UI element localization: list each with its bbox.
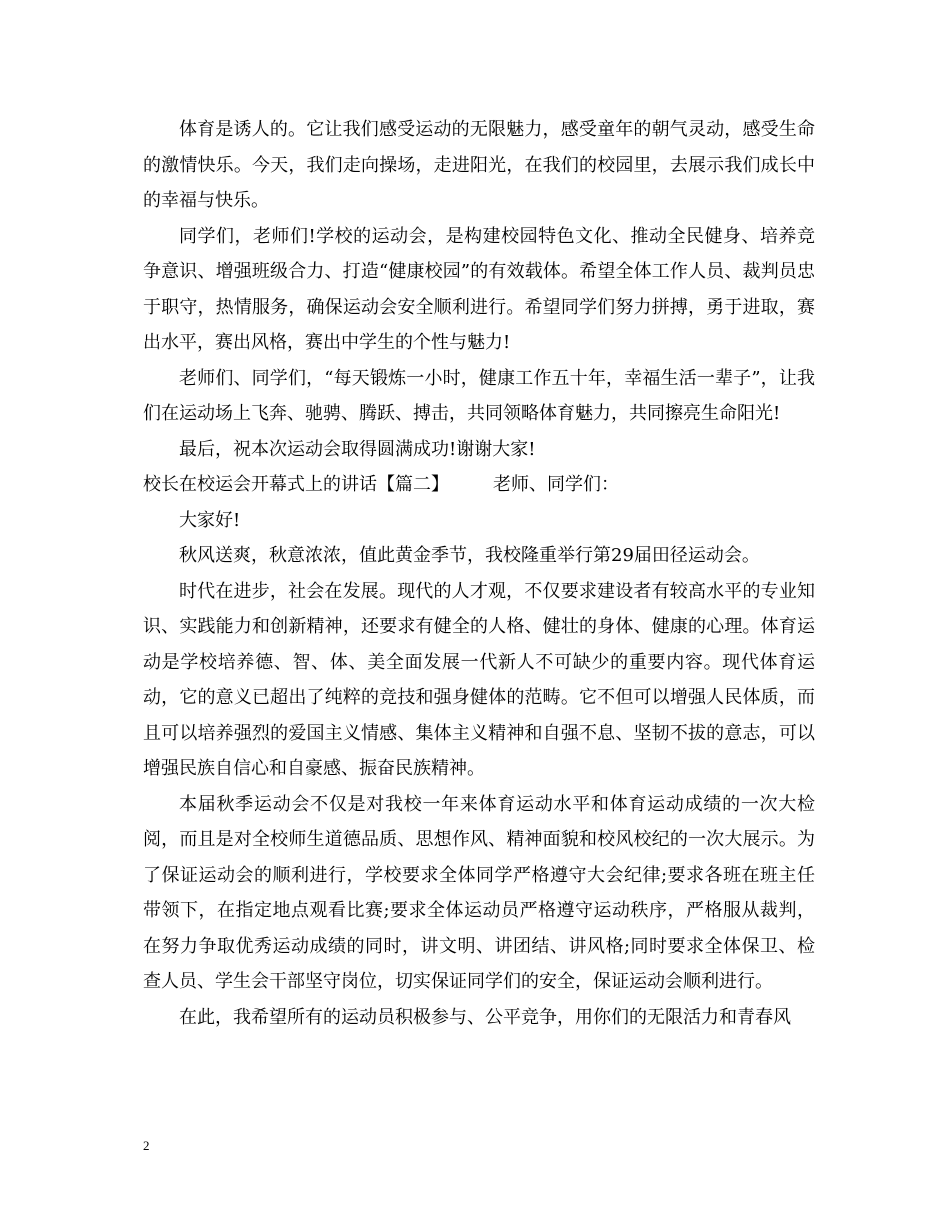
section-title: 校长在校运会开幕式上的讲话【篇二】 — [143, 474, 449, 495]
body-paragraph: 时代在进步，社会在发展。现代的人才观，不仅要求建设者有较高水平的专业知识、实践能力和创新精神，还要求有健全的人格、健壮的身体、健康的心理。体育运动是学校培养德、智、体、美全面发展一代新人不可缺少的重要内容。现代体育运动，它的意义已超出了纯粹的竞技和强身健体的范畴。它不但可以增强人民体质，而且可以培养强烈的爱国主义情感、集体主义精神和自强不息、坚韧不拔的意志，可以增强民族自信心和自豪感、振奋民族精神。 — [143, 580, 815, 779]
body-paragraph: 同学们，老师们!学校的运动会，是构建校园特色文化、推动全民健身、培养竞争意识、增强班级合力、打造“健康校园”的有效载体。希望全体工作人员、裁判员忠于职守，热情服务，确保运动会安全顺利进行。希望同学们努力拼搏，勇于进取，赛出水平，赛出风格，赛出中学生的个性与魅力! — [143, 225, 815, 353]
body-paragraph: 体育是诱人的。它让我们感受运动的无限魅力，感受童年的朝气灵动，感受生命的激情快乐。今天，我们走向操场，走进阳光，在我们的校园里，去展示我们成长中的幸福与快乐。 — [143, 119, 815, 211]
section-heading-line — [143, 467, 815, 503]
body-paragraph: 最后，祝本次运动会取得圆满成功!谢谢大家! — [179, 438, 536, 460]
page-number: 2 — [143, 1138, 150, 1153]
salutation: 老师、同学们： — [493, 474, 619, 495]
document-body — [143, 112, 815, 1035]
body-paragraph: 秋风送爽，秋意浓浓，值此黄金季节，我校隆重举行第29届田径运动会。 — [179, 545, 760, 566]
body-paragraph: 大家好! — [179, 509, 241, 531]
body-paragraph: 在此，我希望所有的运动员积极参与、公平竞争，用你们的无限活力和青春风 — [179, 1006, 791, 1028]
body-paragraph: 老师们、同学们，“每天锻炼一小时，健康工作五十年，幸福生活一辈子”，让我们在运动场上飞奔、驰骋、腾跃、搏击，共同领略体育魅力，共同擦亮生命阳光! — [143, 367, 815, 424]
body-paragraph: 本届秋季运动会不仅是对我校一年来体育运动水平和体育运动成绩的一次大检阅，而且是对全校师生道德品质、思想作风、精神面貌和校风校纪的一次大展示。为了保证运动会的顺利进行，学校要求全体同学严格遵守大会纪律;要求各班在班主任带领下，在指定地点观看比赛;要求全体运动员严格遵守运动秩序，严格服从裁判，在努力争取优秀运动成绩的同时，讲文明、讲团结、讲风格;同时要求全体保卫、检查人员、学生会干部坚守岗位，切实保证同学们的安全，保证运动会顺利进行。 — [143, 793, 815, 992]
